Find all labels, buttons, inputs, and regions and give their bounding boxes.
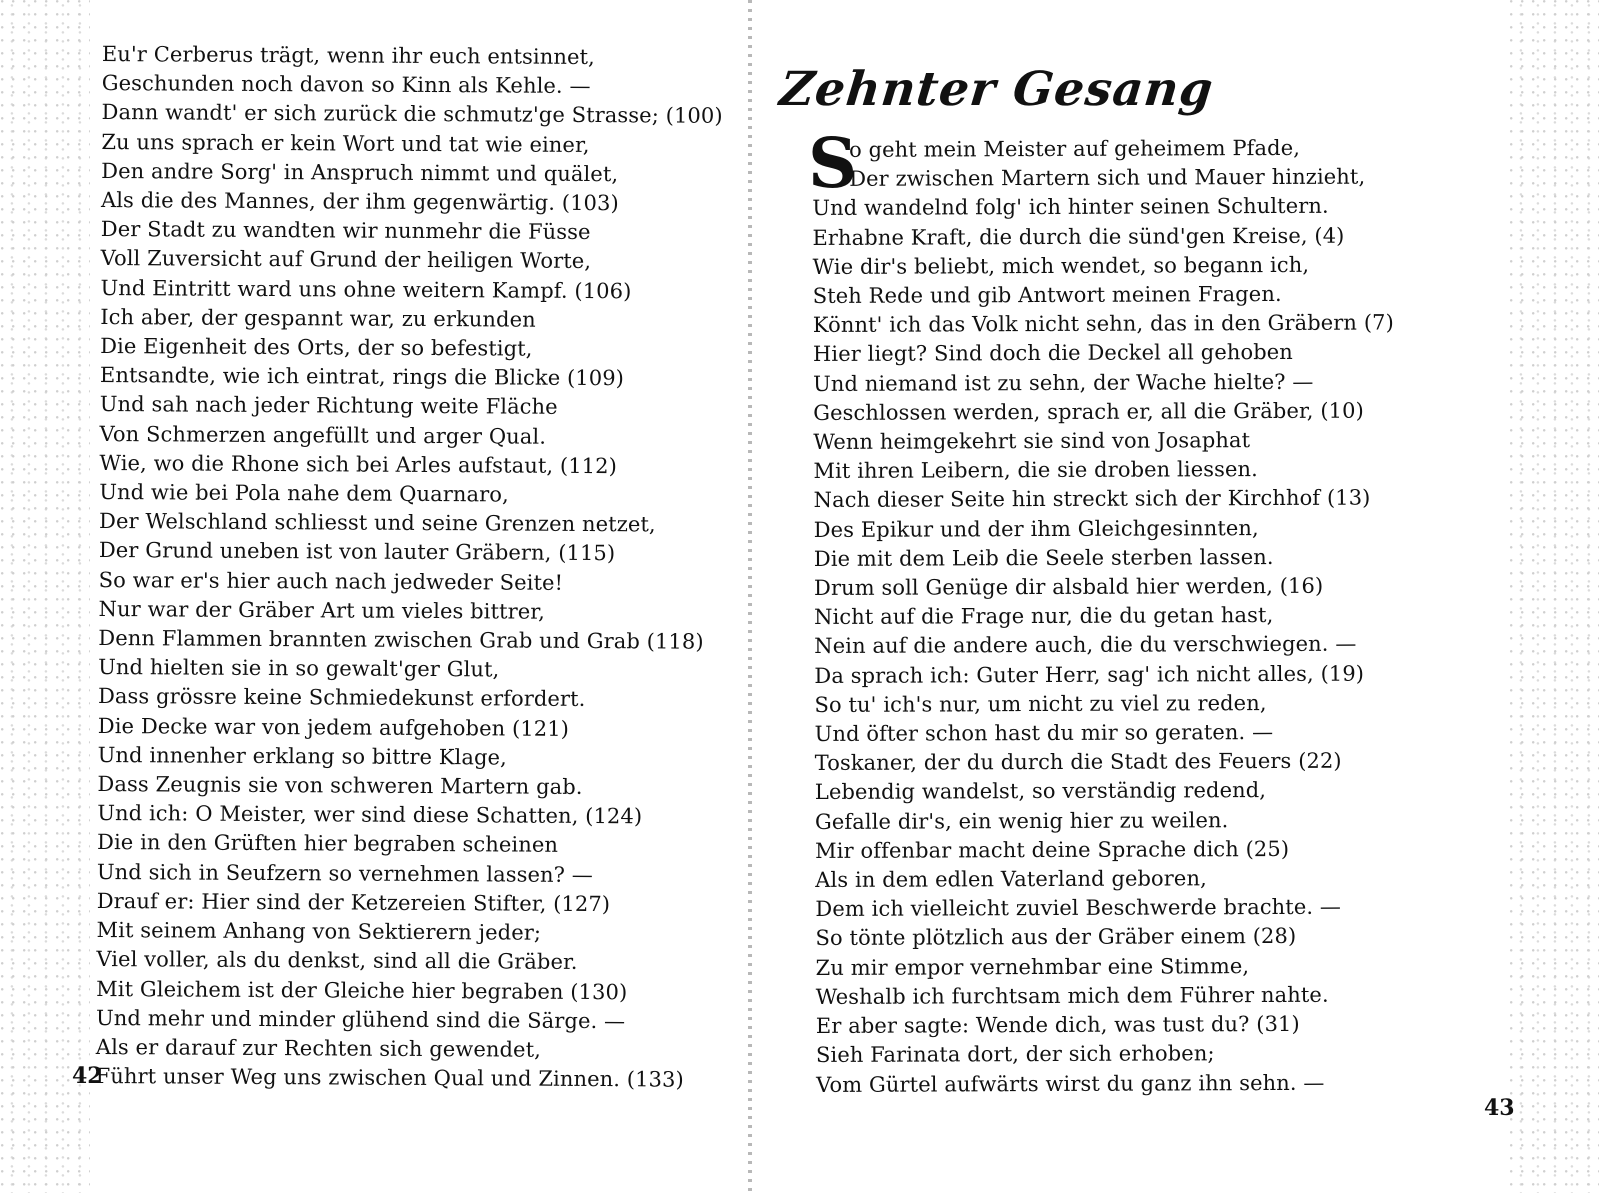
verse-line: Und hielten sie in so gewalt'ger Glut, bbox=[98, 655, 500, 682]
verse-line: Und niemand ist zu sehn, der Wache hielte? — bbox=[813, 369, 1314, 396]
verse-line: Den andre Sorg' in Anspruch nimmt und quälet, bbox=[101, 158, 619, 186]
verse-line: Mir offenbar macht deine Sprache dich (25) bbox=[815, 836, 1290, 863]
verse-line: So tu' ich's nur, um nicht zu viel zu reden, bbox=[814, 690, 1267, 717]
verse-line: Und sich in Seufzern so vernehmen lassen? — bbox=[96, 859, 593, 887]
verse-line: Dem ich vielleicht zuviel Beschwerde brachte. — bbox=[815, 894, 1342, 922]
verse-line: Als in dem edlen Vaterland geboren, bbox=[815, 866, 1207, 893]
verse-line: Zu uns sprach er kein Wort und tat wie einer, bbox=[101, 129, 590, 157]
verse-line: Wie dir's beliebt, mich wendet, so begann ich, bbox=[812, 252, 1310, 279]
verse-line: Wenn heimgekehrt sie sind von Josaphat bbox=[813, 428, 1251, 455]
verse-line: So tönte plötzlich aus der Gräber einem (28) bbox=[815, 924, 1297, 951]
verse-line: Eu'r Cerberus trägt, wenn ihr euch entsinnet, bbox=[101, 41, 595, 70]
verse-line: Voll Zuversicht auf Grund der heiligen Worte, bbox=[100, 246, 592, 274]
verse-line: Erhabne Kraft, die durch die sünd'gen Kreise, (4) bbox=[812, 223, 1345, 250]
verse-line: Mit seinem Anhang von Sektierern jeder; bbox=[96, 918, 542, 945]
verse-line: Und innenher erklang so bittre Klage, bbox=[97, 742, 507, 770]
scan-speckle bbox=[0, 0, 90, 1193]
right-verse-lines bbox=[812, 133, 1397, 1099]
verse-line: Und öfter schon hast du mir so geraten. — bbox=[814, 720, 1274, 747]
right-page bbox=[752, 0, 1599, 1193]
verse-line: Drauf er: Hier sind der Ketzereien Stifter, (127) bbox=[96, 888, 611, 917]
verse-line: Zu mir empor vernehmbar eine Stimme, bbox=[815, 953, 1250, 980]
verse-line: Von Schmerzen angefüllt und arger Qual. bbox=[99, 421, 547, 449]
verse-line: Drum soll Genüge dir alsbald hier werden, (16) bbox=[813, 573, 1324, 601]
drop-cap: S bbox=[808, 124, 858, 204]
verse-line: Dass Zeugnis sie von schweren Martern gab. bbox=[97, 772, 583, 800]
verse-line: Als er darauf zur Rechten sich gewendet, bbox=[95, 1034, 542, 1062]
verse-line: Nach dieser Seite hin streckt sich der Kirchhof (13) bbox=[813, 486, 1371, 513]
verse-line: Und sah nach jeder Richtung weite Fläche bbox=[99, 392, 558, 420]
verse-line: Die Decke war von jedem aufgehoben (121) bbox=[97, 713, 570, 741]
verse-line: Als die des Mannes, der ihm gegenwärtig. (103) bbox=[100, 188, 619, 216]
verse-line: Die Eigenheit des Orts, der so befestigt, bbox=[100, 334, 533, 361]
verse-line: Und wandelnd folg' ich hinter seinen Schultern. bbox=[812, 194, 1329, 221]
verse-line: Und Eintritt ward uns ohne weitern Kampf. (106) bbox=[100, 275, 632, 303]
verse-line: Steh Rede und gib Antwort meinen Fragen. bbox=[812, 281, 1282, 309]
verse-line: Mit Gleichem ist der Gleiche hier begraben (130) bbox=[96, 976, 628, 1004]
verse-line: Der zwischen Martern sich und Mauer hinzieht, bbox=[849, 164, 1366, 192]
verse-line: Viel voller, als du denkst, sind all die Gräber. bbox=[96, 947, 578, 975]
verse-line: Nein auf die andere auch, die du verschwiegen. — bbox=[814, 632, 1357, 659]
verse-line: Geschlossen werden, sprach er, all die Gräber, (10) bbox=[813, 398, 1364, 425]
verse-line: Dass grössre keine Schmiedekunst erfordert. bbox=[97, 684, 586, 712]
verse-line: Geschunden noch davon so Kinn als Kehle. — bbox=[101, 71, 591, 99]
verse-line: Toskaner, der du durch die Stadt des Feuers (22) bbox=[814, 748, 1342, 776]
verse-line: Und mehr und minder glühend sind die Särge. — bbox=[95, 1005, 626, 1033]
page-number-right: 43 bbox=[1484, 1095, 1515, 1121]
verse-line: Mit ihren Leibern, die sie droben liessen. bbox=[813, 457, 1258, 484]
verse-line: Entsandte, wie ich eintrat, rings die Blicke (109) bbox=[99, 363, 625, 391]
left-verse-lines bbox=[96, 40, 724, 1095]
chapter-title: Zehnter Gesang bbox=[777, 62, 1217, 117]
verse-line: Führt unser Weg uns zwischen Qual und Zinnen. (133) bbox=[95, 1064, 684, 1092]
verse-line: Die mit dem Leib die Seele sterben lassen. bbox=[813, 544, 1274, 571]
verse-line: o geht mein Meister auf geheimem Pfade, bbox=[849, 135, 1301, 162]
verse-line: Er aber sagte: Wende dich, was tust du? (31) bbox=[815, 1011, 1300, 1039]
verse-line: Dann wandt' er sich zurück die schmutz'ge Strasse; (100) bbox=[101, 100, 723, 129]
verse-line: Nur war der Gräber Art um vieles bittrer, bbox=[98, 596, 545, 624]
verse-line: Der Stadt zu wandten wir nunmehr die Füsse bbox=[100, 217, 591, 245]
verse-line: Vom Gürtel aufwärts wirst du ganz ihn sehn. — bbox=[816, 1070, 1325, 1097]
verse-line: Und wie bei Pola nahe dem Quarnaro, bbox=[99, 480, 509, 507]
scan-speckle bbox=[1509, 0, 1599, 1193]
verse-line: Ich aber, der gespannt war, zu erkunden bbox=[100, 304, 536, 332]
verse-line: Gefalle dir's, ein wenig hier zu weilen. bbox=[814, 807, 1229, 834]
left-page bbox=[0, 0, 750, 1193]
verse-line: Weshalb ich furchtsam mich dem Führer nahte. bbox=[815, 982, 1329, 1009]
verse-line: Lebendig wandelst, so verständig redend, bbox=[814, 778, 1267, 805]
verse-line: So war er's hier auch nach jedweder Seite! bbox=[98, 567, 564, 595]
verse-line: Nicht auf die Frage nur, die du getan hast, bbox=[814, 603, 1274, 630]
verse-line: Des Epikur und der ihm Gleichgesinnten, bbox=[813, 515, 1259, 542]
verse-line: Denn Flammen brannten zwischen Grab und Grab (118) bbox=[98, 626, 704, 654]
verse-line: Wie, wo die Rhone sich bei Arles aufstaut, (112) bbox=[99, 450, 618, 478]
verse-line: Der Welschland schliesst und seine Grenzen netzet, bbox=[98, 509, 656, 537]
verse-line: Sieh Farinata dort, der sich erhoben; bbox=[815, 1041, 1215, 1068]
verse-line: Könnt' ich das Volk nicht sehn, das in den Gräbern (7) bbox=[812, 310, 1394, 338]
verse-line: Hier liegt? Sind doch die Deckel all gehoben bbox=[812, 340, 1293, 367]
verse-line: Da sprach ich: Guter Herr, sag' ich nicht alles, (19) bbox=[814, 661, 1365, 688]
verse-line: Der Grund uneben ist von lauter Gräbern, (115) bbox=[98, 538, 616, 566]
verse-line: Und ich: O Meister, wer sind diese Schatten, (124) bbox=[97, 801, 643, 829]
verse-line: Die in den Grüften hier begraben scheinen bbox=[97, 830, 559, 858]
page-number-left: 42 bbox=[72, 1063, 103, 1089]
